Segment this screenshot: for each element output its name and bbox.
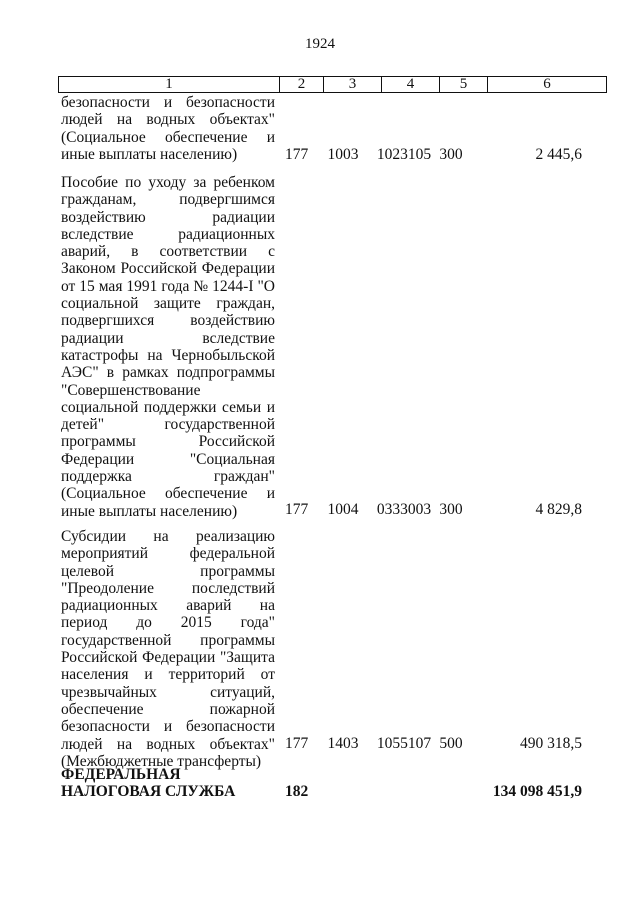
row-col-3: 1403 [327, 735, 359, 752]
row-col-2: 177 [285, 501, 309, 518]
row-description: Субсидии на реализацию мероприятий федеральной целевой программы "Преодоление последствий радиационных аварий на период до 2015 года" государственной программы Российской Федерации "Защита населения и территорий от чрезвычайных ситуаций, обеспечение пожарной безопасности и безопасности людей на водных объектах" (Межбюджетные трансферты) [61, 528, 275, 770]
row-col-2: 177 [285, 735, 309, 752]
page-number: 1924 [305, 36, 335, 52]
table-row [0, 174, 640, 520]
row-col-5: 500 [439, 735, 463, 752]
agency-name: ФЕДЕРАЛЬНАЯ НАЛОГОВАЯ СЛУЖБА [61, 766, 236, 801]
row-col-6: 4 829,8 [535, 501, 582, 518]
header-col-2: 2 [279, 77, 323, 92]
row-col-4: 1055107 [376, 735, 432, 752]
agency-code: 182 [285, 783, 309, 800]
table-header [58, 76, 607, 93]
row-col-5: 300 [439, 146, 463, 163]
row-col-2: 177 [285, 146, 309, 163]
header-col-6: 6 [487, 77, 606, 92]
row-description: Пособие по уходу за ребенком гражданам, подвергшимся воздействию радиации вследствие радиационных аварий, в соответствии с Законом Российской Федерации от 15 мая 1991 года № 1244-I "О социальной защите граждан, подвергшихся воздействию радиации вследствие катастрофы на Чернобыльской АЭС" в рамках подпрограммы "Совершенствование социальной поддержки семьи и детей" государственной программы Российской Федерации "Социальная поддержка граждан" (Социальное обеспечение и иные выплаты населению) [61, 174, 275, 520]
row-col-6: 2 445,6 [535, 146, 582, 163]
header-col-3: 3 [323, 77, 381, 92]
table-row-agency [0, 766, 640, 806]
row-col-3: 1003 [327, 146, 359, 163]
table-row [0, 94, 640, 164]
row-col-6: 490 318,5 [520, 735, 582, 752]
header-col-4: 4 [381, 77, 439, 92]
row-col-4: 0333003 [376, 501, 432, 518]
table-row [0, 528, 640, 770]
row-col-5: 300 [439, 501, 463, 518]
agency-total: 134 098 451,9 [492, 783, 582, 800]
header-col-5: 5 [439, 77, 487, 92]
header-col-1: 1 [165, 76, 173, 92]
row-col-4: 1023105 [376, 146, 432, 163]
row-col-3: 1004 [327, 501, 359, 518]
row-description: безопасности и безопасности людей на водных объектах" (Социальное обеспечение и иные выплаты населению) [61, 94, 275, 163]
